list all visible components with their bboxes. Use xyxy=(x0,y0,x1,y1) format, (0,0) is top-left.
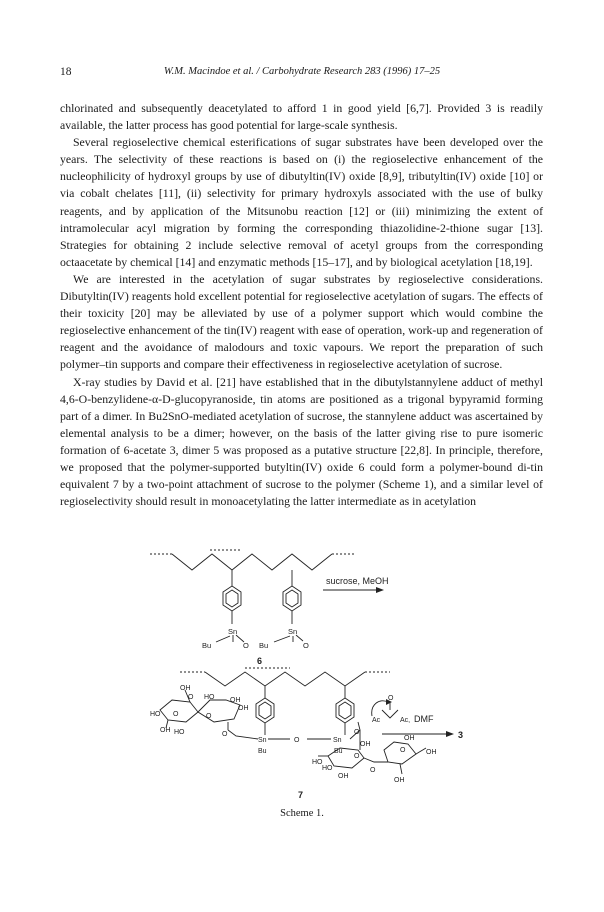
ho-label-bottom: HO xyxy=(174,729,185,736)
oh-label-right: OH xyxy=(230,697,241,704)
oh-label-fructose-3: OH xyxy=(394,777,405,784)
product-3-label: 3 xyxy=(458,730,464,740)
ho-label-left: HO xyxy=(150,711,161,718)
o-label-bridge: O xyxy=(294,737,300,744)
oh-label-bottom: OH xyxy=(160,727,171,734)
oh-label-lower-2: OH xyxy=(338,773,349,780)
oh-label-fructose-1: OH xyxy=(404,735,415,742)
oh-label-fructose-2: OH xyxy=(426,749,437,756)
bu-label-3: Bu xyxy=(258,748,267,755)
o-label-mid: O xyxy=(206,713,212,720)
o-label-2: O xyxy=(303,641,309,650)
bu-label-4: Bu xyxy=(334,748,343,755)
page-number: 18 xyxy=(60,66,72,78)
sn-label-2: Sn xyxy=(288,627,298,636)
ho-label-lower-2: HO xyxy=(322,765,333,772)
o-label-left: O xyxy=(173,711,179,718)
paragraph-1: chlorinated and subsequently deacetylated to afford 1 in good yield [6,7]. Provided 3 is readily available, the latter process has good potential for large-scale synthesis. xyxy=(60,101,543,133)
sn-label-3: Sn xyxy=(258,737,267,744)
paragraph-2: Several regioselective chemical esterifications of sugar substrates have been developed over the years. The selectivity of these reactions is based on (i) the regioselective enhancement of the nucleophilicity of hydroxyl groups by use of dibutyltin(IV) oxide [8,9], tributyltin(IV) oxide [10] or via cobalt chelates [11], (ii) selectivity for primary hydroxyls associated with the use of bulky reagents, and by application of the Mitsunobu reaction [12] or (iii) minimizing the extent of intramolecular acyl migration by forming the corresponding thiazolidine-2-thione sugar [13]. Strategies for obtaining 2 include selective removal of acetyl groups from the corresponding octaacetate by chemical [14] and enzymatic methods [15–17], and by biological acetylation [18,19]. xyxy=(60,135,543,269)
running-head: W.M. Macindoe et al. / Carbohydrate Research 283 (1996) 17–25 xyxy=(163,66,441,77)
scheme-1-figure xyxy=(150,542,510,804)
bu-label-1: Bu xyxy=(202,641,212,650)
ho-label-lower: HO xyxy=(312,759,323,766)
o-label-fructose: O xyxy=(400,747,406,754)
scheme-caption: Scheme 1. xyxy=(280,808,324,819)
oh-label-top: OH xyxy=(180,685,191,692)
ho-label-top: HO xyxy=(204,694,215,701)
o-label-glycosidic: O xyxy=(370,767,376,774)
reagent-sucrose-meoh: sucrose, MeOH xyxy=(326,576,389,586)
o-label-ring: O xyxy=(188,694,194,701)
sn-label-1: Sn xyxy=(228,627,238,636)
reagent-dmf: DMF xyxy=(414,714,434,724)
oh-label-lower-1: OH xyxy=(360,741,371,748)
o-label-anhydride: O xyxy=(388,695,394,702)
compound-7-label: 7 xyxy=(298,790,304,800)
ac-label-2: Ac, xyxy=(400,717,411,724)
compound-6-label: 6 xyxy=(257,656,263,666)
sn-label-4: Sn xyxy=(333,737,342,744)
o-label-chain: O xyxy=(222,731,228,738)
paragraph-3: We are interested in the acetylation of sugar substrates by regioselective considerations. Dibutyltin(IV) reagents hold excellent potential for regioselective acetylation of sugars. The effects of their toxicity [20] may be alleviated by use of a polymer support which would combine the regioselective enhancement of the tin(IV) reagent with ease of operation, work-up and regeneration of reagent and the avoidance of malodours and toxic vapours. We report the preparation of such polymer–tin supports and compare their effectiveness in regioselective acetylation of sucrose. xyxy=(60,271,543,372)
o-label-1: O xyxy=(243,641,249,650)
ac-label-1: Ac xyxy=(372,717,381,724)
o-label-sn4: O xyxy=(354,729,360,736)
o-label-lower-ring: O xyxy=(354,753,360,760)
oh-label-right-2: OH xyxy=(238,705,249,712)
paragraph-4: X-ray studies by David et al. [21] have established that in the dibutylstannylene adduct of methyl 4,6-O-benzylidene-α-D-glucopyranoside, tin atoms are positioned as a trigonal bypyramid forming part of a dimer. In Bu2SnO-mediated acetylation of sucrose, the stannylene adduct was ascertained by elemental analysis to be a dimer; however, on the basis of the latter giving rise to pure isomeric formation of 6-acetate 3, dimer 5 was proposed as a putative structure [22,8]. In principle, therefore, we proposed that the polymer-supported butyltin(IV) oxide 6 could form a polymer-bound di-tin equivalent 7 by a two-point attachment of sucrose to the polymer (Scheme 1), and a similar level of regioselectivity should result in monoacetylating the latter intermediate as in acetylation xyxy=(60,374,543,509)
bu-label-2: Bu xyxy=(259,641,269,650)
body-text xyxy=(60,100,543,510)
